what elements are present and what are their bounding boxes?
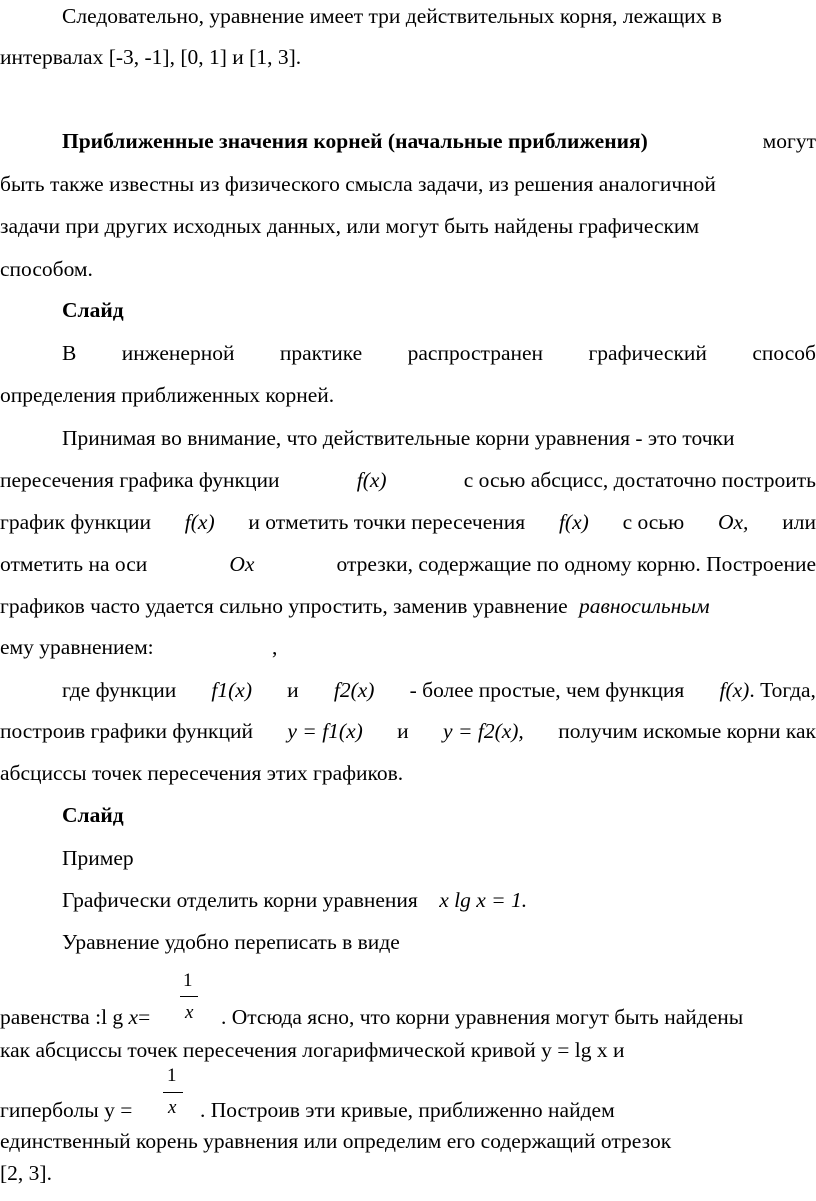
text-fragment: = — [138, 1005, 151, 1029]
word: В — [62, 341, 77, 365]
fraction-bar — [163, 1092, 183, 1093]
text-fragment: отрезки, содержащие по одному корню. Построение — [336, 552, 816, 576]
text-line: . Отсюда ясно, что корни уравнения могут быть найдены — [221, 1005, 744, 1029]
text-line — [62, 890, 527, 912]
fraction-numerator: 1 — [183, 970, 193, 991]
text-fragment: построив графики функций — [0, 719, 254, 743]
math-fx: f(x) — [558, 510, 589, 534]
text-fragment: и — [397, 719, 409, 743]
text-line: ему уравнением: — [0, 635, 154, 659]
text-fragment: и отметить точки пересечения — [248, 510, 526, 534]
math-equation: x lg x = 1. — [439, 888, 528, 912]
text-line — [0, 470, 816, 492]
text-fragment: или — [782, 510, 816, 534]
text-fragment: с осью абсцисс, достаточно построить — [463, 468, 816, 492]
text-line: быть также известны из физического смысла задачи, из решения аналогичной — [0, 172, 716, 196]
text-line: Принимая во внимание, что действительные корни уравнения - это точки — [62, 426, 735, 450]
math-y2: y = f2(x), — [443, 719, 524, 743]
text-fragment: отметить на оси — [0, 552, 148, 576]
text-line — [0, 343, 816, 365]
math-fx: f(x) — [184, 510, 215, 534]
text-line — [0, 1007, 150, 1029]
text-fragment: и — [287, 678, 299, 702]
text-line — [0, 554, 816, 576]
text-line: интервалах [-3, -1], [0, 1] и [1, 3]. — [0, 45, 302, 69]
text-line: . Построив эти кривые, приближенно найдем — [200, 1098, 615, 1122]
text-line: способом. — [0, 257, 93, 281]
text-fragment: . Тогда, — [749, 678, 816, 702]
text-line — [0, 131, 816, 153]
text-fragment: , — [272, 635, 278, 659]
fraction-denominator: x — [185, 1002, 194, 1023]
text-line — [0, 721, 816, 743]
text-fragment: с осью — [622, 510, 685, 534]
math-ox: Ox, — [717, 510, 749, 534]
word: инженерной — [121, 341, 235, 365]
text-line: гиперболы y = — [0, 1098, 133, 1122]
text-line: единственный корень уравнения или определим его содержащий отрезок — [0, 1129, 672, 1153]
text-fragment: могут — [762, 129, 816, 153]
text-line — [0, 596, 710, 618]
text-fragment: пересечения графика функции — [0, 468, 280, 492]
text-fragment: графиков часто удается сильно упростить, заменив уравнение — [0, 594, 568, 618]
text-fragment: получим искомые корни как — [558, 719, 816, 743]
word: распространен — [407, 341, 544, 365]
text-fragment: равенства :l g — [0, 1005, 124, 1029]
fraction-denominator: x — [168, 1097, 177, 1118]
text-line: Следовательно, уравнение имеет три действительных корня, лежащих в — [62, 4, 722, 28]
text-fragment: график функции — [0, 510, 151, 534]
math-fx: f(x) — [719, 678, 750, 702]
math-ox: Ox — [229, 552, 255, 576]
math-var: x — [128, 1005, 139, 1029]
text-fragment: где функции — [62, 678, 177, 702]
word: графический — [588, 341, 707, 365]
bold-term: Приближенные значения корней (начальные приближения) — [62, 129, 648, 153]
text-line: определения приближенных корней. — [0, 383, 335, 407]
text-line: [2, 3]. — [0, 1161, 52, 1185]
text-line: Уравнение удобно переписать в виде — [62, 930, 400, 954]
example-label: Пример — [62, 846, 134, 870]
slide-heading: Слайд — [62, 803, 124, 827]
text-line — [0, 680, 816, 702]
fraction-numerator: 1 — [167, 1065, 177, 1086]
text-line: абсциссы точек пересечения этих графиков. — [0, 761, 404, 785]
slide-heading: Слайд — [62, 298, 124, 322]
text-fragment: - более простые, чем функция — [409, 678, 685, 702]
text-line: задачи при других исходных данных, или могут быть найдены графическим — [0, 214, 700, 238]
math-fx: f(x) — [356, 468, 387, 492]
math-y1: y = f1(x) — [287, 719, 363, 743]
math-f2x: f2(x) — [333, 678, 375, 702]
italic-term: равносильным — [579, 594, 710, 618]
fraction-bar — [180, 996, 198, 997]
math-f1x: f1(x) — [211, 678, 252, 702]
word: практике — [279, 341, 363, 365]
word: способ — [752, 341, 816, 365]
text-fragment: Графически отделить корни уравнения — [62, 888, 418, 912]
text-line — [0, 512, 816, 534]
text-line: как абсциссы точек пересечения логарифмической кривой y = lg x и — [0, 1038, 625, 1062]
